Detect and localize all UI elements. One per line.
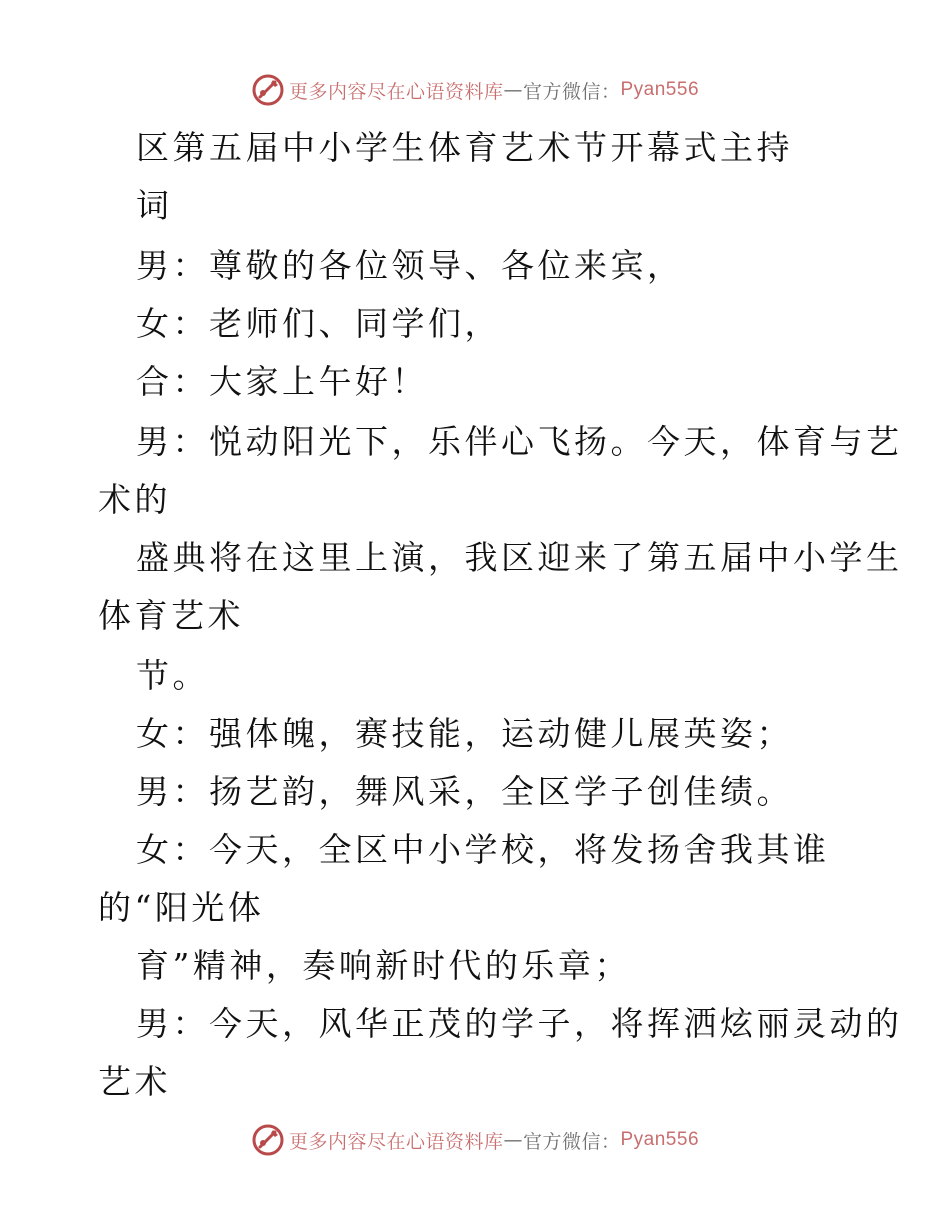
logo-icon [251, 1123, 285, 1157]
banner-main-text: 更多内容尽在心语资料库 [288, 1130, 504, 1153]
text-line: 节。 [136, 656, 209, 695]
banner-wechat-label: 官方微信： [522, 80, 621, 103]
text-line: 艺术 [98, 1062, 171, 1101]
text-line: 育”精神，奏响新时代的乐章； [136, 946, 631, 985]
text-line: 男：尊敬的各位领导、各位来宾， [136, 246, 684, 285]
text-line: 男：悦动阳光下，乐伴心飞扬。今天，体育与艺 [136, 422, 903, 461]
text-line: 女：老师们、同学们， [136, 304, 501, 343]
banner-dash: — [503, 79, 523, 101]
logo-icon [251, 73, 285, 107]
footer-banner [0, 1120, 950, 1160]
banner-dash: — [503, 1129, 523, 1151]
banner-main-text: 更多内容尽在心语资料库 [288, 80, 504, 103]
text-line: 女：强体魄，赛技能，运动健儿展英姿； [136, 714, 793, 753]
banner-wechat-label: 官方微信： [522, 1130, 621, 1153]
text-line: 盛典将在这里上演，我区迎来了第五届中小学生 [136, 538, 903, 577]
title-line-2: 词 [136, 186, 173, 225]
text-line: 术的 [98, 480, 171, 519]
text-line: 女：今天，全区中小学校，将发扬舍我其谁 [136, 830, 830, 869]
text-line: 男：今天，风华正茂的学子，将挥洒炫丽灵动的 [136, 1004, 903, 1043]
text-line: 男：扬艺韵，舞风采，全区学子创佳绩。 [136, 772, 793, 811]
banner-wechat-id: Pyan556 [620, 1129, 700, 1150]
header-banner [0, 70, 950, 110]
text-line: 合：大家上午好！ [136, 362, 428, 401]
text-line: 的“阳光体 [98, 888, 265, 927]
text-line: 体育艺术 [98, 596, 244, 635]
title-line-1: 区第五届中小学生体育艺术节开幕式主持 [136, 128, 793, 167]
banner-wechat-id: Pyan556 [620, 79, 700, 100]
